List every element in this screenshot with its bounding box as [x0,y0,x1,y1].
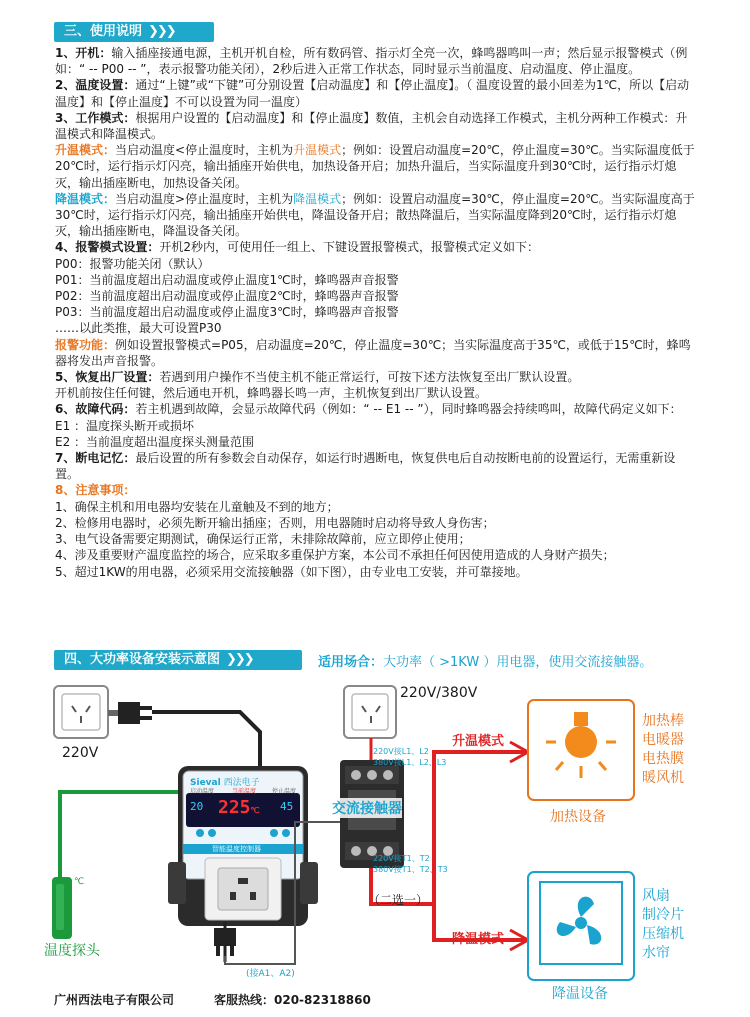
lcd-right: 45 [280,800,294,813]
para-temp-setting: 2、温度设置：通过“上键”或“下键”可分别设置【启动温度】和【停止温度】。（ 温度设置的最小回差为1℃，所以【启动温度】和【停止温度】不可以设置为同一温度） [55,78,690,109]
wall-outlet-icon [344,686,396,738]
heat-item: 电热膜 [642,751,684,767]
cool-device-label: 降温设备 [552,986,608,1002]
fault-e2: E2 ：当前温度超出温度探头测量范围 [55,434,255,449]
panel-stop-label: 停止温度 [272,788,297,795]
alarm-p02: P02：当前温度超出启动温度或停止温度2℃时，蜂鸣器声音报警 [55,289,399,304]
heat-device-label: 加热设备 [550,809,606,825]
section-header-diagram [54,650,302,670]
para-power-memory: 7、断电记忆：最后设置的所有参数会自动保存，如运行时遇断电，恢复供电后自动按断电前的设置运行，无需重新设置。 [55,451,676,482]
chevrons-icon: ❯❯❯ [148,24,175,39]
para-power-on: 1、开机：输入插座接通电源，主机开机自检，所有数码管、指示灯全亮一次，蜂鸣器鸣叫一声；然后显示报警模式（例如：“ -- P00 -- ”，表示报警功能关闭），2秒后进入正常工作状态，同时显示当前温度、启动温度、停止温度。 [55,46,688,77]
hotline: 客服热线：020-82318860 [214,993,371,1007]
heat-item: 加热棒 [642,713,684,729]
cool-item: 制冷片 [642,907,684,923]
lcd-left: 20 [190,800,204,813]
para-heat-mode: 升温模式：当启动温度<停止温度时，主机为升温模式；例如：设置启动温度=20℃，停止温度=30℃。当实际温度低于20℃时，运行指示灯闪亮，输出插座开始供电，加热设备开启；加热升温后，当实际温度升到30℃时，运行指示灯熄灭，输出插座断电，加热设备关闭。 [55,143,695,190]
cool-device-list [642,887,684,963]
wiring-in-220: 220V接L1、L2 [373,747,429,756]
fault-e1: E1 ：温度探头断开或损坏 [55,418,195,433]
heat-item: 暖风机 [642,770,684,786]
chevrons-icon: ❯❯❯ [226,652,253,667]
cool-mode-label: 降温模式 [452,932,505,947]
para-alarm-function: 报警功能：例如设置报警模式=P05，启动温度=20℃，停止温度=30℃；当实际温度高于35℃，或低于15℃时，蜂鸣器将发出声音报警。 [55,337,691,368]
para-factory-reset: 5、恢复出厂设置：若遇到用户操作不当使主机不能正常运行，可按下述方法恢复至出厂默认设置。 [55,370,580,385]
note-3: 3、电气设备需要定期测试，确保运行正常，未排除故障前，应立即停止使用； [55,532,471,547]
note-4: 4、涉及重要财产温度监控的场合，应采取多重保护方案，本公司不承担任何因使用造成的人身财产损失； [55,548,615,563]
alarm-p00: P00：报警功能关闭（默认） [55,256,210,271]
para-alarm-setting: 4、报警模式设置：开机2秒内，可使用任一组上、下键设置报警模式，报警模式定义如下： [55,240,539,255]
probe-label: 温度探头 [44,943,100,959]
wiring-diagram [0,672,750,989]
alarm-p30: ……以此类推，最大可设置P30 [55,321,222,336]
para-cool-mode: 降温模式：当启动温度>停止温度时，主机为降温模式；例如：设置启动温度=30℃，停止温度=20℃。当实际温度高于30℃时，运行指示灯闪亮，输出插座开始供电，降温设备开启；散热降温后，当实际温度降到20℃时，运行指示灯熄灭，输出插座断电，降温设备关闭。 [55,191,695,239]
lcd-main: 225℃ [218,797,260,818]
factory-reset-line2: 开机前按住任何键，然后通电开机，蜂鸣器长鸣一声，主机恢复到出厂默认设置。 [55,386,488,401]
panel-start-label: 启动温度 [190,788,215,795]
section-title: 三、使用说明 [64,24,143,39]
note-2: 2、检修用电器时，必须先断开输出插座；否则，用电器随时启动将导致人身伤害； [55,515,495,530]
voltage-220: 220V [62,745,99,761]
heat-mode-label: 升温模式 [452,734,505,749]
notes-heading: 8、注意事项： [55,483,136,498]
alarm-p03: P03：当前温度超出启动温度或停止温度3℃时，蜂鸣器声音报警 [55,305,399,320]
probe-symbol: ℃ [74,877,85,887]
company-name: 广州西法电子有限公司 [54,993,175,1007]
apply-note: 适用场合：大功率（ >1KW ）用电器，使用交流接触器。 [318,655,653,670]
section-title: 四、大功率设备安装示意图 [64,652,221,667]
cool-item: 压缩机 [642,926,684,942]
panel-name: 智能温度控制器 [212,845,261,853]
note-5: 5、超过1KW的用电器，必须采用交流接触器（如下图），由专业电工安装，并可靠接地。 [55,564,528,579]
wiring-in-380: 380V接L1、L2、L3 [373,758,447,767]
heat-item: 电暖器 [642,732,684,748]
contactor-label: 交流接触器 [332,798,402,818]
alarm-p01: P01：当前温度超出启动温度或停止温度1℃时，蜂鸣器声音报警 [55,272,399,287]
wiring-out-220: 220V接T1、T2 [373,854,430,863]
cool-item: 水帘 [642,945,670,961]
heat-device-list [642,712,684,788]
note-1: 1、确保主机和用电器均安装在儿童触及不到的地方； [55,499,339,514]
coil-label: (接A1、A2) [246,969,295,979]
cool-item: 风扇 [642,888,670,904]
panel-now-label: 当前温度 [232,788,257,795]
para-work-mode: 3、工作模式：根据用户设置的【启动温度】和【停止温度】数值，主机会自动选择工作模式，主机分两种工作模式：升温模式和降温模式。 [55,110,688,142]
choose-one: （二选一） [368,893,429,907]
plug-icon [108,702,152,724]
wiring-out-380: 380V接T1、T2、T3 [373,865,448,874]
para-fault-code: 6、故障代码：若主机遇到故障，会显示故障代码（例如：“ -- E1 -- ”），同时蜂鸣器会持续鸣叫，故障代码定义如下： [55,402,682,417]
voltage-dual: 220V/380V [400,685,478,701]
section-header-usage [54,22,214,42]
wall-outlet-icon [54,686,108,738]
controller-brand: Sieval 西法电子 [190,778,260,788]
instructions [55,45,695,580]
